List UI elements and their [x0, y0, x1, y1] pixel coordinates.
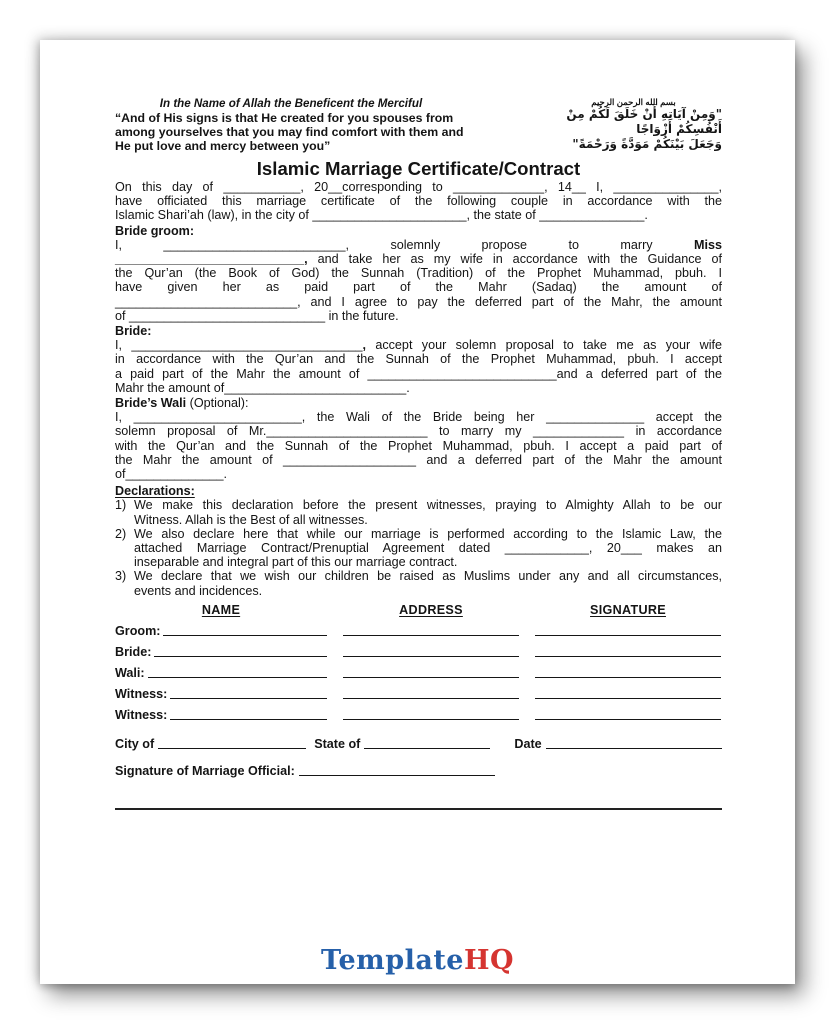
logo-text-template: Template [320, 945, 464, 976]
text-line: solemn proposal of Mr._______________________ to marry my _____________ in accordance [115, 424, 722, 439]
blank-line [299, 775, 495, 776]
blank-line [343, 677, 519, 678]
blank-line [546, 748, 722, 749]
declaration-number: 1) [115, 498, 127, 513]
text-line: Mahr the amount of__________________________. [115, 380, 410, 395]
signature-table-header [115, 603, 722, 617]
text-line: inseparable and integral part of this our marriage contract. [134, 555, 458, 570]
arabic-quote-line: "وَمِنْ آيَاتِهِ أَنْ خَلَقَ لَكُمْ مِنْ أَنْفُسِكُمْ أَزْوَاجًا [566, 107, 722, 136]
text-line: ___________________________, and take her as my wife in accordance with the Guidance of [115, 252, 722, 267]
text-line: I, __________________________, solemnly propose to marry Miss [115, 237, 722, 252]
text-line: have officiated this marriage certificate of the following couple in accordance with the [115, 194, 722, 209]
declaration-text [134, 527, 722, 570]
row-label: Groom: [115, 623, 161, 638]
blank-line [170, 698, 327, 699]
column-header-name: NAME [201, 602, 241, 617]
text-line: have given her as paid part of the Mahr (Sadaq) the amount of [115, 280, 722, 295]
table-row-wali [115, 659, 722, 680]
text-line: We make this declaration before the present witnesses, praying to Almighty Allah to be our [134, 498, 722, 513]
row-label: Wali: [115, 665, 145, 680]
blank-line [148, 677, 327, 678]
blank-line [170, 719, 327, 720]
wali-heading-bold: Bride’s Wali [115, 396, 187, 411]
declaration-text [134, 498, 722, 526]
text-line: of ____________________________ in the future. [115, 308, 399, 323]
blank-line [158, 748, 306, 749]
declaration-number: 3) [115, 569, 127, 584]
wali-heading [115, 396, 722, 410]
blank-line [535, 677, 721, 678]
column-header-address: ADDRESS [399, 602, 463, 617]
city-label: City of [115, 736, 155, 751]
blank-line [343, 635, 519, 636]
table-row-witness-1 [115, 680, 722, 701]
row-label: Bride: [115, 644, 152, 659]
bottom-rule [115, 808, 722, 810]
declaration-item [115, 527, 722, 570]
arabic-quote-line: وَجَعَلَ بَيْنَكُمْ مَوَدَّةً وَرَحْمَةً" [572, 137, 722, 151]
blank-line [535, 719, 721, 720]
wali-heading-optional: (Optional): [186, 396, 249, 411]
declaration-item [115, 569, 722, 597]
signature-table [115, 603, 722, 722]
declarations-heading: Declarations: [115, 484, 195, 499]
document-page [40, 40, 795, 984]
state-label: State of [314, 736, 361, 751]
bride-paragraph [115, 338, 722, 395]
bismillah-arabic: بسم الله الرحمن الرحيم [591, 97, 676, 107]
blank-line [343, 656, 519, 657]
bride-heading: Bride: [115, 324, 152, 339]
bridegroom-paragraph [115, 238, 722, 323]
quote-line: He put love and mercy between you” [115, 139, 331, 153]
blank-line [343, 719, 519, 720]
text-line: We also declare here that while our marriage is performed according to the Islamic Law, the [134, 526, 722, 541]
text-line: We declare that we wish our children be raised as Muslims under any and all circumstances, [134, 569, 722, 584]
intro-paragraph [115, 180, 722, 223]
logo-text-hq: HQ [464, 945, 515, 976]
blank-line [154, 656, 327, 657]
text-line: events and incidences. [134, 583, 263, 598]
table-row-witness-2 [115, 701, 722, 722]
blank-line [343, 698, 519, 699]
text-line: of______________. [115, 467, 228, 482]
text-line: I, ________________________, the Wali of the Bride being her ______________ accept the [115, 410, 722, 425]
declaration-number: 2) [115, 526, 127, 541]
table-row-groom [115, 617, 722, 638]
document-header [115, 97, 722, 153]
text-line: a paid part of the Mahr the amount of ___________________________and a deferred part of the [115, 366, 722, 381]
templatehq-logo [40, 945, 795, 976]
text-line: On this day of ___________, 20__corresponding to _____________, 14__ I, _______________, [115, 180, 722, 194]
quote-line: among yourselves that you may find comfort with them and [115, 125, 464, 139]
wali-paragraph [115, 410, 722, 481]
text-line: attached Marriage Contract/Prenuptial Agreement dated ____________, 20___ makes an [134, 541, 722, 556]
arabic-quote-block [527, 97, 722, 152]
bridegroom-heading: Bride groom: [115, 223, 195, 238]
document-title: Islamic Marriage Certificate/Contract [256, 158, 581, 179]
blank-line [535, 656, 721, 657]
text-line: the Mahr the amount of ___________________ and a deferred part of the Mahr the amount [115, 452, 722, 467]
row-label: Witness: [115, 707, 168, 722]
blank-line [364, 748, 490, 749]
text-line: in accordance with the Qur’an and the Sunnah of the Prophet Muhammad, pbuh. I accept [115, 352, 722, 367]
text-line: Witness. Allah is the Best of all witnesses. [134, 512, 368, 527]
english-quote-block [115, 97, 497, 153]
text-line: with the Qur’an and the Sunnah of the Prophet Muhammad, pbuh. I accept a paid part of [115, 438, 722, 453]
text-line: Islamic Shari’ah (law), in the city of ______________________, the state of _______________. [115, 208, 648, 223]
declaration-item [115, 498, 722, 526]
declaration-text [134, 569, 722, 597]
row-label: Witness: [115, 686, 168, 701]
official-signature-row [115, 762, 722, 778]
column-header-signature: SIGNATURE [590, 602, 666, 617]
blank-line [535, 635, 721, 636]
text-line: __________________________, and I agree to pay the deferred part of the Mahr, the amount [115, 294, 722, 309]
date-label: Date [514, 736, 542, 751]
official-label: Signature of Marriage Official: [115, 763, 295, 778]
blank-line [535, 698, 721, 699]
bismillah-english: In the Name of Allah the Beneficent the Merciful [159, 97, 423, 110]
text-line: the Qur’an (the Book of God) the Sunnah (Tradition) of the Prophet Muhammad, pbuh. I [115, 266, 722, 281]
city-state-date-row [115, 735, 722, 751]
document-content [115, 97, 722, 810]
text-line: I, _________________________________, accept your solemn proposal to take me as your wife [115, 338, 722, 353]
table-row-bride [115, 638, 722, 659]
quote-line: “And of His signs is that He created for you spouses from [115, 111, 454, 125]
blank-line [163, 635, 327, 636]
